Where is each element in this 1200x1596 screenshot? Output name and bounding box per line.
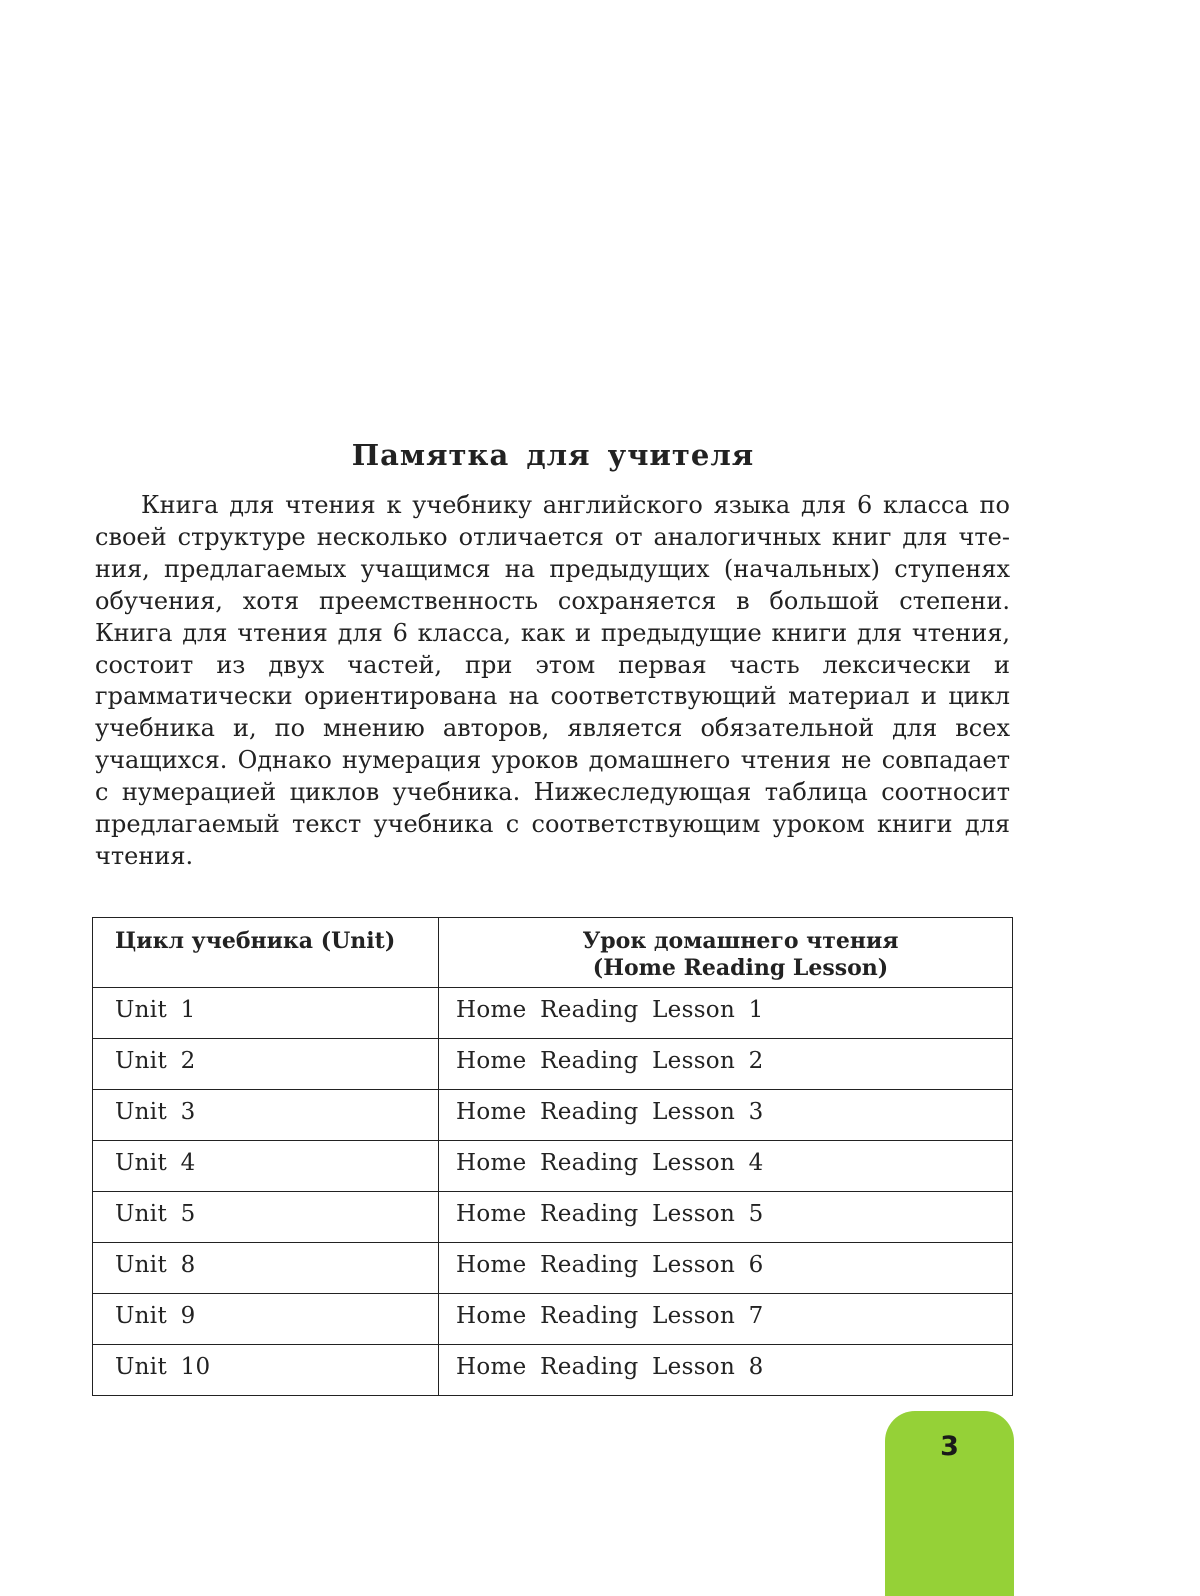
table-row <box>93 988 1013 1039</box>
table-row <box>93 1039 1013 1090</box>
table-header-row <box>93 918 1013 988</box>
table-row <box>93 1294 1013 1345</box>
unit-cell: Unit 8 <box>93 1243 439 1294</box>
unit-cell: Unit 10 <box>93 1345 439 1396</box>
unit-cell: Unit 5 <box>93 1192 439 1243</box>
table-row <box>93 1192 1013 1243</box>
unit-cell: Unit 3 <box>93 1090 439 1141</box>
unit-cell: Unit 2 <box>93 1039 439 1090</box>
header-lesson <box>439 918 1013 988</box>
header-lesson-line1: Урок домашнего чтения <box>582 928 899 954</box>
header-lesson-line2: (Home Reading Lesson) <box>592 955 889 981</box>
lesson-cell: Home Reading Lesson 1 <box>439 988 1013 1039</box>
lesson-cell: Home Reading Lesson 4 <box>439 1141 1013 1192</box>
lesson-cell: Home Reading Lesson 3 <box>439 1090 1013 1141</box>
unit-cell: Unit 4 <box>93 1141 439 1192</box>
table-row <box>93 1090 1013 1141</box>
page-number-tab <box>885 1411 1014 1596</box>
intro-paragraph: Книга для чтения к учебнику английского языка для 6 класса по своей структуре несколько отличается от аналогичных книг для чтения, предлагаемых учащимся на предыдущих (начальных) ступенях обучения, хотя преемственность сохраняется в большой степени. Книга для чтения для 6 класса, как и предыдущие книги для чтения, состоит из двух частей, при этом первая часть лексически и грамматически ориентирована на соответствующий материал и цикл учебника и, по мнению авторов, является обязательной для всех учащихся. Однако нумерация уроков домашнего чтения не совпадает с нумерацией циклов учебника. Нижеследующая таблица соотносит предлагаемый текст учебника с соответствующим уроком книги для чтения. <box>95 491 1010 870</box>
unit-cell: Unit 1 <box>93 988 439 1039</box>
lesson-cell: Home Reading Lesson 7 <box>439 1294 1013 1345</box>
lesson-cell: Home Reading Lesson 5 <box>439 1192 1013 1243</box>
page-title: Памятка для учителя <box>351 438 755 472</box>
table-row <box>93 1243 1013 1294</box>
unit-lesson-table <box>92 917 1013 1396</box>
page-number: 3 <box>940 1431 959 1462</box>
lesson-cell: Home Reading Lesson 6 <box>439 1243 1013 1294</box>
unit-cell: Unit 9 <box>93 1294 439 1345</box>
lesson-cell: Home Reading Lesson 2 <box>439 1039 1013 1090</box>
lesson-cell: Home Reading Lesson 8 <box>439 1345 1013 1396</box>
header-unit: Цикл учебника (Unit) <box>93 918 439 988</box>
table-row <box>93 1141 1013 1192</box>
table-row <box>93 1345 1013 1396</box>
